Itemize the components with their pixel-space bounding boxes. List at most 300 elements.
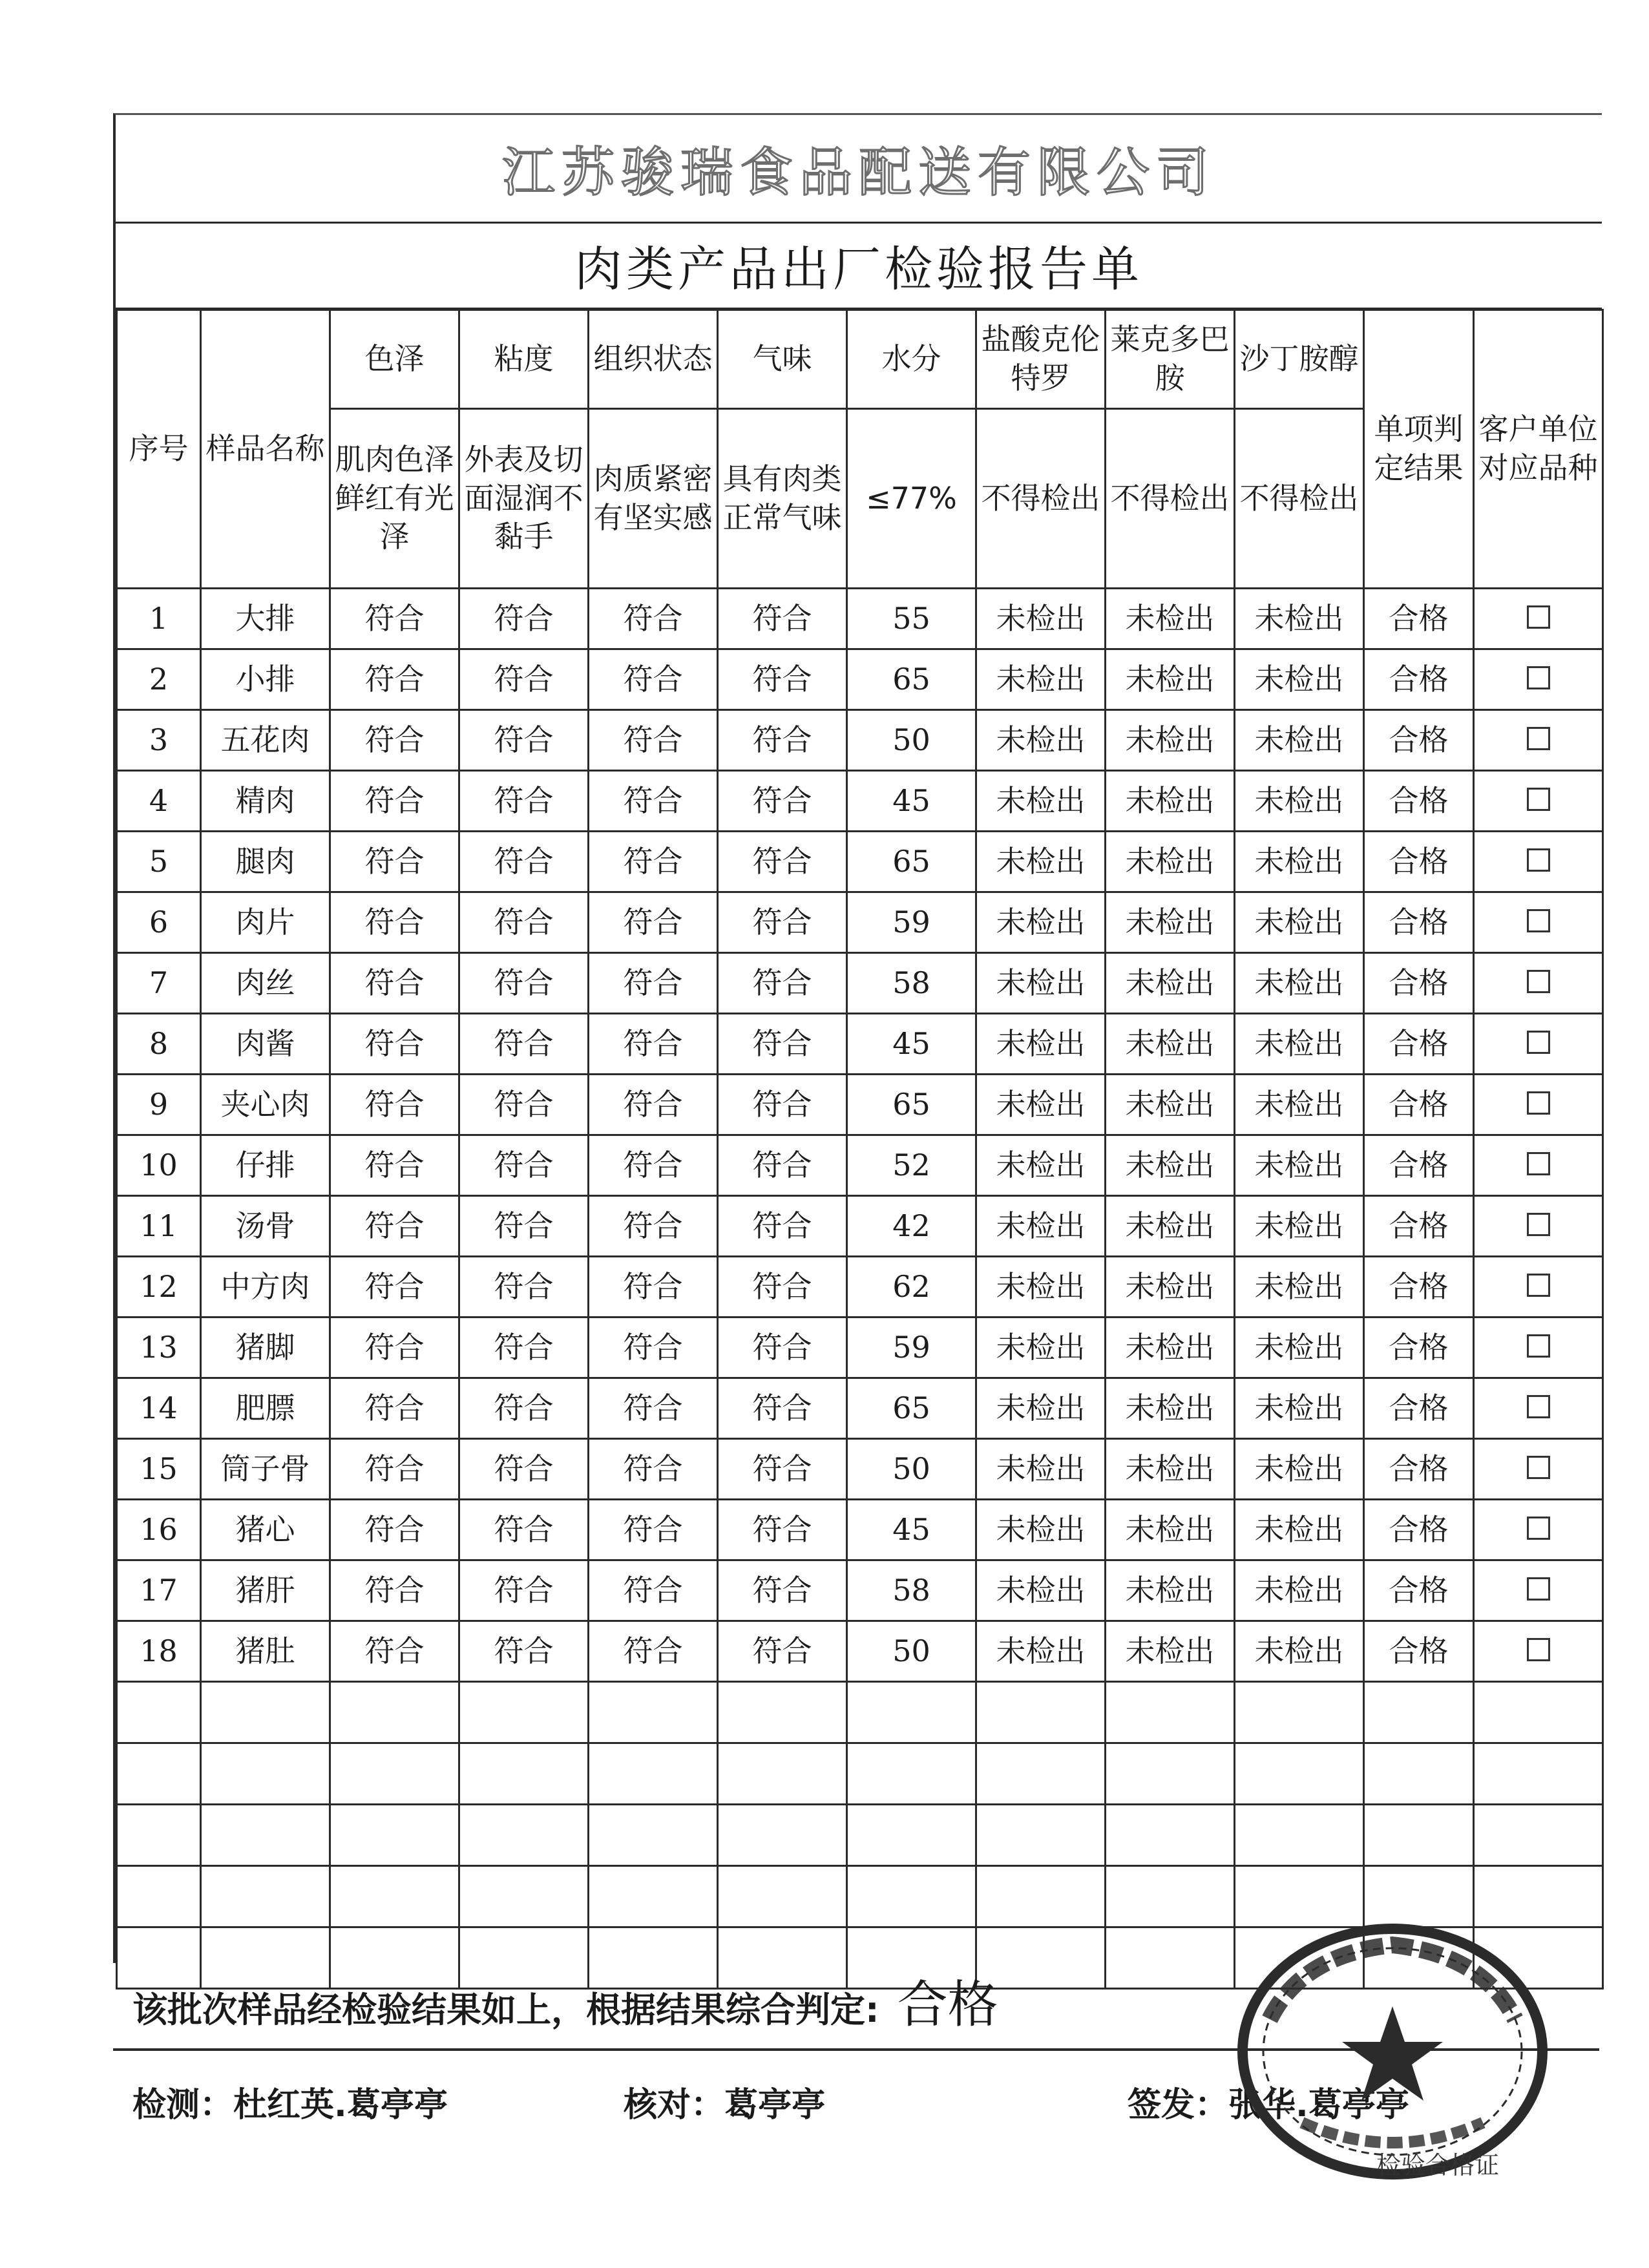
row-odor: 符合 — [718, 1135, 847, 1196]
row-customer-checkbox[interactable] — [1474, 1135, 1603, 1196]
table-row — [117, 710, 1603, 771]
row-texture: 符合 — [589, 771, 718, 832]
row-texture: 符合 — [589, 1075, 718, 1135]
checkbox-icon[interactable] — [1527, 727, 1550, 750]
row-moisture: 65 — [847, 832, 976, 892]
row-customer-checkbox[interactable] — [1474, 710, 1603, 771]
row-texture: 符合 — [589, 1621, 718, 1682]
col-seq-header: 序号 — [117, 310, 201, 589]
row-seq: 5 — [117, 832, 201, 892]
row-customer-checkbox[interactable] — [1474, 1075, 1603, 1135]
row-moisture: 45 — [847, 1500, 976, 1560]
row-odor: 符合 — [718, 649, 847, 710]
col-odor-header: 气味 — [718, 310, 847, 409]
row-name: 猪肝 — [201, 1560, 330, 1621]
row-customer-checkbox[interactable] — [1474, 649, 1603, 710]
row-moisture: 42 — [847, 1196, 976, 1257]
row-clenbuterol: 未检出 — [976, 1196, 1106, 1257]
row-stickiness: 符合 — [459, 953, 589, 1014]
row-clenbuterol: 未检出 — [976, 1439, 1106, 1500]
row-odor: 符合 — [718, 1500, 847, 1560]
row-seq: 18 — [117, 1621, 201, 1682]
row-name: 小排 — [201, 649, 330, 710]
row-color: 符合 — [330, 1257, 459, 1318]
row-moisture: 50 — [847, 710, 976, 771]
req-ractopamine: 不得检出 — [1106, 409, 1235, 589]
table-row — [117, 1014, 1603, 1075]
row-stickiness: 符合 — [459, 1500, 589, 1560]
checkbox-icon[interactable] — [1527, 1395, 1550, 1418]
table-row — [117, 1560, 1603, 1621]
row-stickiness: 符合 — [459, 1318, 589, 1378]
empty-cell — [330, 1805, 459, 1866]
row-ractopamine: 未检出 — [1106, 1075, 1235, 1135]
row-ractopamine: 未检出 — [1106, 1378, 1235, 1439]
col-color-header: 色泽 — [330, 310, 459, 409]
row-seq: 2 — [117, 649, 201, 710]
empty-cell — [459, 1743, 589, 1805]
row-color: 符合 — [330, 649, 459, 710]
row-texture: 符合 — [589, 1500, 718, 1560]
company-name: 江苏骏瑞食品配送有限公司 — [116, 115, 1602, 224]
empty-cell — [589, 1682, 718, 1743]
col-verdict-header: 单项判定结果 — [1364, 310, 1474, 589]
empty-cell — [718, 1866, 847, 1927]
table-row — [117, 1318, 1603, 1378]
row-salbutamol: 未检出 — [1235, 1560, 1364, 1621]
col-ractopamine-header: 莱克多巴胺 — [1106, 310, 1235, 409]
row-color: 符合 — [330, 1560, 459, 1621]
table-row — [117, 771, 1603, 832]
empty-cell — [201, 1682, 330, 1743]
row-customer-checkbox[interactable] — [1474, 1439, 1603, 1500]
row-clenbuterol: 未检出 — [976, 1621, 1106, 1682]
empty-cell — [1474, 1805, 1603, 1866]
row-ractopamine: 未检出 — [1106, 771, 1235, 832]
row-texture: 符合 — [589, 892, 718, 953]
row-clenbuterol: 未检出 — [976, 1560, 1106, 1621]
row-moisture: 65 — [847, 649, 976, 710]
table-row — [117, 1135, 1603, 1196]
row-name: 肉丝 — [201, 953, 330, 1014]
row-customer-checkbox[interactable] — [1474, 1378, 1603, 1439]
col-customer-header: 客户单位对应品种 — [1474, 310, 1603, 589]
row-clenbuterol: 未检出 — [976, 953, 1106, 1014]
row-clenbuterol: 未检出 — [976, 589, 1106, 649]
row-salbutamol: 未检出 — [1235, 1257, 1364, 1318]
empty-cell — [976, 1682, 1106, 1743]
row-customer-checkbox[interactable] — [1474, 1318, 1603, 1378]
header-row — [117, 310, 1603, 409]
empty-cell — [589, 1743, 718, 1805]
row-moisture: 65 — [847, 1075, 976, 1135]
row-salbutamol: 未检出 — [1235, 1378, 1364, 1439]
empty-cell — [847, 1805, 976, 1866]
row-customer-checkbox[interactable] — [1474, 1560, 1603, 1621]
table-row — [117, 1621, 1603, 1682]
row-salbutamol: 未检出 — [1235, 1075, 1364, 1135]
empty-cell — [847, 1682, 976, 1743]
row-stickiness: 符合 — [459, 589, 589, 649]
row-odor: 符合 — [718, 1318, 847, 1378]
checkbox-icon[interactable] — [1527, 1213, 1550, 1236]
row-stickiness: 符合 — [459, 1135, 589, 1196]
req-odor: 具有肉类正常气味 — [718, 409, 847, 589]
row-odor: 符合 — [718, 1378, 847, 1439]
row-name: 猪脚 — [201, 1318, 330, 1378]
row-texture: 符合 — [589, 953, 718, 1014]
row-customer-checkbox[interactable] — [1474, 771, 1603, 832]
empty-cell — [1106, 1927, 1235, 1989]
row-name: 腿肉 — [201, 832, 330, 892]
row-customer-checkbox[interactable] — [1474, 589, 1603, 649]
row-verdict: 合格 — [1364, 953, 1474, 1014]
req-color: 肌肉色泽鲜红有光泽 — [330, 409, 459, 589]
row-customer-checkbox[interactable] — [1474, 892, 1603, 953]
table-row — [117, 832, 1603, 892]
empty-cell — [1364, 1743, 1474, 1805]
row-salbutamol: 未检出 — [1235, 953, 1364, 1014]
row-salbutamol: 未检出 — [1235, 832, 1364, 892]
row-texture: 符合 — [589, 589, 718, 649]
row-stickiness: 符合 — [459, 1196, 589, 1257]
row-seq: 4 — [117, 771, 201, 832]
row-seq: 14 — [117, 1378, 201, 1439]
inspection-table — [116, 309, 1604, 1990]
empty-cell — [589, 1866, 718, 1927]
row-verdict: 合格 — [1364, 1500, 1474, 1560]
checkbox-icon[interactable] — [1527, 1091, 1550, 1115]
row-odor: 符合 — [718, 1196, 847, 1257]
report-title: 肉类产品出厂检验报告单 — [116, 224, 1602, 310]
row-seq: 9 — [117, 1075, 201, 1135]
row-ractopamine: 未检出 — [1106, 1257, 1235, 1318]
row-name: 汤骨 — [201, 1196, 330, 1257]
row-moisture: 58 — [847, 1560, 976, 1621]
row-seq: 13 — [117, 1318, 201, 1378]
table-row — [117, 892, 1603, 953]
row-seq: 1 — [117, 589, 201, 649]
row-color: 符合 — [330, 1318, 459, 1378]
empty-row — [117, 1682, 1603, 1743]
empty-cell — [976, 1866, 1106, 1927]
row-ractopamine: 未检出 — [1106, 1196, 1235, 1257]
report-sheet — [113, 113, 1602, 1963]
table-row — [117, 1378, 1603, 1439]
reviewer-signature: 核对：葛亭亭 — [624, 2086, 826, 2125]
table-row — [117, 953, 1603, 1014]
row-moisture: 59 — [847, 892, 976, 953]
row-seq: 3 — [117, 710, 201, 771]
checkbox-icon[interactable] — [1527, 1152, 1550, 1175]
row-texture: 符合 — [589, 710, 718, 771]
row-seq: 6 — [117, 892, 201, 953]
row-customer-checkbox[interactable] — [1474, 1014, 1603, 1075]
empty-cell — [117, 1743, 201, 1805]
checkbox-icon[interactable] — [1527, 1517, 1550, 1540]
stamp-caption: 检验合格证 — [1376, 2151, 1500, 2179]
row-odor: 符合 — [718, 1014, 847, 1075]
row-color: 符合 — [330, 589, 459, 649]
empty-cell — [847, 1866, 976, 1927]
row-ractopamine: 未检出 — [1106, 1439, 1235, 1500]
row-odor: 符合 — [718, 1621, 847, 1682]
row-odor: 符合 — [718, 710, 847, 771]
row-ractopamine: 未检出 — [1106, 1318, 1235, 1378]
row-texture: 符合 — [589, 1439, 718, 1500]
req-clenbuterol: 不得检出 — [976, 409, 1106, 589]
row-customer-checkbox[interactable] — [1474, 1621, 1603, 1682]
empty-cell — [330, 1743, 459, 1805]
empty-cell — [1474, 1743, 1603, 1805]
row-salbutamol: 未检出 — [1235, 1439, 1364, 1500]
empty-cell — [1235, 1805, 1364, 1866]
empty-cell — [201, 1805, 330, 1866]
row-verdict: 合格 — [1364, 649, 1474, 710]
row-stickiness: 符合 — [459, 1621, 589, 1682]
row-color: 符合 — [330, 1075, 459, 1135]
row-color: 符合 — [330, 832, 459, 892]
empty-cell — [1474, 1682, 1603, 1743]
row-seq: 10 — [117, 1135, 201, 1196]
col-moisture-header: 水分 — [847, 310, 976, 409]
row-name: 筒子骨 — [201, 1439, 330, 1500]
empty-cell — [201, 1866, 330, 1927]
req-texture: 肉质紧密有坚实感 — [589, 409, 718, 589]
row-verdict: 合格 — [1364, 1196, 1474, 1257]
checkbox-icon[interactable] — [1527, 666, 1550, 689]
row-ractopamine: 未检出 — [1106, 892, 1235, 953]
row-customer-checkbox[interactable] — [1474, 832, 1603, 892]
row-verdict: 合格 — [1364, 1439, 1474, 1500]
row-ractopamine: 未检出 — [1106, 589, 1235, 649]
row-moisture: 52 — [847, 1135, 976, 1196]
row-stickiness: 符合 — [459, 1378, 589, 1439]
row-ractopamine: 未检出 — [1106, 1500, 1235, 1560]
req-stickiness: 外表及切面湿润不黏手 — [459, 409, 589, 589]
row-verdict: 合格 — [1364, 1378, 1474, 1439]
row-clenbuterol: 未检出 — [976, 892, 1106, 953]
row-customer-checkbox[interactable] — [1474, 1257, 1603, 1318]
row-verdict: 合格 — [1364, 1075, 1474, 1135]
row-name: 大排 — [201, 589, 330, 649]
row-color: 符合 — [330, 710, 459, 771]
checkbox-icon[interactable] — [1527, 909, 1550, 932]
row-clenbuterol: 未检出 — [976, 710, 1106, 771]
empty-cell — [330, 1682, 459, 1743]
row-seq: 15 — [117, 1439, 201, 1500]
row-clenbuterol: 未检出 — [976, 1378, 1106, 1439]
empty-cell — [976, 1743, 1106, 1805]
row-color: 符合 — [330, 1621, 459, 1682]
row-color: 符合 — [330, 1378, 459, 1439]
row-color: 符合 — [330, 1439, 459, 1500]
empty-cell — [1235, 1682, 1364, 1743]
empty-cell — [976, 1805, 1106, 1866]
empty-cell — [1235, 1743, 1364, 1805]
row-salbutamol: 未检出 — [1235, 1318, 1364, 1378]
row-ractopamine: 未检出 — [1106, 1135, 1235, 1196]
row-customer-checkbox[interactable] — [1474, 1196, 1603, 1257]
row-stickiness: 符合 — [459, 1439, 589, 1500]
row-texture: 符合 — [589, 649, 718, 710]
row-color: 符合 — [330, 892, 459, 953]
row-salbutamol: 未检出 — [1235, 771, 1364, 832]
req-salbutamol: 不得检出 — [1235, 409, 1364, 589]
row-seq: 7 — [117, 953, 201, 1014]
row-odor: 符合 — [718, 1560, 847, 1621]
empty-cell — [459, 1866, 589, 1927]
row-moisture: 50 — [847, 1439, 976, 1500]
empty-cell — [117, 1866, 201, 1927]
row-color: 符合 — [330, 1196, 459, 1257]
row-name: 中方肉 — [201, 1257, 330, 1318]
row-customer-checkbox[interactable] — [1474, 1500, 1603, 1560]
row-name: 肥膘 — [201, 1378, 330, 1439]
row-stickiness: 符合 — [459, 1560, 589, 1621]
empty-cell — [459, 1805, 589, 1866]
checkbox-icon[interactable] — [1527, 1456, 1550, 1479]
empty-row — [117, 1743, 1603, 1805]
row-verdict: 合格 — [1364, 892, 1474, 953]
row-salbutamol: 未检出 — [1235, 710, 1364, 771]
row-color: 符合 — [330, 1135, 459, 1196]
row-ractopamine: 未检出 — [1106, 710, 1235, 771]
row-verdict: 合格 — [1364, 1014, 1474, 1075]
row-salbutamol: 未检出 — [1235, 892, 1364, 953]
row-clenbuterol: 未检出 — [976, 1075, 1106, 1135]
row-verdict: 合格 — [1364, 1135, 1474, 1196]
row-clenbuterol: 未检出 — [976, 1135, 1106, 1196]
row-name: 精肉 — [201, 771, 330, 832]
table-row — [117, 1257, 1603, 1318]
row-odor: 符合 — [718, 892, 847, 953]
row-ractopamine: 未检出 — [1106, 1560, 1235, 1621]
col-texture-header: 组织状态 — [589, 310, 718, 409]
row-color: 符合 — [330, 1500, 459, 1560]
row-odor: 符合 — [718, 1075, 847, 1135]
empty-cell — [718, 1743, 847, 1805]
row-stickiness: 符合 — [459, 649, 589, 710]
row-seq: 17 — [117, 1560, 201, 1621]
empty-cell — [1106, 1866, 1235, 1927]
row-moisture: 65 — [847, 1378, 976, 1439]
row-color: 符合 — [330, 953, 459, 1014]
col-name-header: 样品名称 — [201, 310, 330, 589]
row-verdict: 合格 — [1364, 1318, 1474, 1378]
table-row — [117, 1075, 1603, 1135]
row-stickiness: 符合 — [459, 892, 589, 953]
row-verdict: 合格 — [1364, 1257, 1474, 1318]
row-color: 符合 — [330, 771, 459, 832]
empty-cell — [117, 1805, 201, 1866]
checkbox-icon[interactable] — [1527, 1031, 1550, 1054]
checkbox-icon[interactable] — [1527, 788, 1550, 811]
checkbox-icon[interactable] — [1527, 1638, 1550, 1661]
row-verdict: 合格 — [1364, 589, 1474, 649]
row-stickiness: 符合 — [459, 1075, 589, 1135]
table-row — [117, 1439, 1603, 1500]
row-seq: 12 — [117, 1257, 201, 1318]
row-salbutamol: 未检出 — [1235, 1135, 1364, 1196]
row-odor: 符合 — [718, 832, 847, 892]
row-ractopamine: 未检出 — [1106, 832, 1235, 892]
row-texture: 符合 — [589, 1135, 718, 1196]
inspector-signature: 检测：杜红英.葛亭亭 — [132, 2086, 448, 2125]
row-stickiness: 符合 — [459, 710, 589, 771]
row-odor: 符合 — [718, 1439, 847, 1500]
row-verdict: 合格 — [1364, 710, 1474, 771]
table-row — [117, 1196, 1603, 1257]
row-name: 五花肉 — [201, 710, 330, 771]
row-odor: 符合 — [718, 953, 847, 1014]
row-ractopamine: 未检出 — [1106, 649, 1235, 710]
row-seq: 11 — [117, 1196, 201, 1257]
row-clenbuterol: 未检出 — [976, 1014, 1106, 1075]
row-salbutamol: 未检出 — [1235, 1500, 1364, 1560]
row-clenbuterol: 未检出 — [976, 832, 1106, 892]
row-verdict: 合格 — [1364, 771, 1474, 832]
row-moisture: 45 — [847, 1014, 976, 1075]
empty-cell — [1106, 1682, 1235, 1743]
row-ractopamine: 未检出 — [1106, 1014, 1235, 1075]
row-name: 猪肚 — [201, 1621, 330, 1682]
checkbox-icon[interactable] — [1527, 1334, 1550, 1358]
col-clenbuterol-header: 盐酸克伦特罗 — [976, 310, 1106, 409]
req-moisture: ≤77% — [847, 409, 976, 589]
row-customer-checkbox[interactable] — [1474, 953, 1603, 1014]
empty-cell — [117, 1682, 201, 1743]
row-texture: 符合 — [589, 1560, 718, 1621]
row-texture: 符合 — [589, 832, 718, 892]
row-odor: 符合 — [718, 1257, 847, 1318]
empty-cell — [1364, 1805, 1474, 1866]
row-verdict: 合格 — [1364, 1621, 1474, 1682]
col-stickiness-header: 粘度 — [459, 310, 589, 409]
row-texture: 符合 — [589, 1014, 718, 1075]
row-stickiness: 符合 — [459, 1014, 589, 1075]
checkbox-icon[interactable] — [1527, 1274, 1550, 1297]
col-salbutamol-header: 沙丁胺醇 — [1235, 310, 1364, 409]
row-name: 猪心 — [201, 1500, 330, 1560]
row-color: 符合 — [330, 1014, 459, 1075]
checkbox-icon[interactable] — [1527, 605, 1550, 629]
table-row — [117, 649, 1603, 710]
row-salbutamol: 未检出 — [1235, 1196, 1364, 1257]
row-name: 仔排 — [201, 1135, 330, 1196]
empty-cell — [330, 1866, 459, 1927]
checkbox-icon[interactable] — [1527, 848, 1550, 872]
empty-cell — [459, 1682, 589, 1743]
row-ractopamine: 未检出 — [1106, 1621, 1235, 1682]
row-stickiness: 符合 — [459, 832, 589, 892]
checkbox-icon[interactable] — [1527, 1577, 1550, 1601]
issuer-signature: 签发：张华.葛亭亭 — [1128, 2086, 1409, 2125]
row-clenbuterol: 未检出 — [976, 1500, 1106, 1560]
row-stickiness: 符合 — [459, 771, 589, 832]
empty-row — [117, 1805, 1603, 1866]
row-ractopamine: 未检出 — [1106, 953, 1235, 1014]
row-odor: 符合 — [718, 589, 847, 649]
empty-cell — [589, 1805, 718, 1866]
empty-cell — [718, 1682, 847, 1743]
checkbox-icon[interactable] — [1527, 970, 1550, 993]
table-row — [117, 589, 1603, 649]
row-clenbuterol: 未检出 — [976, 771, 1106, 832]
row-odor: 符合 — [718, 771, 847, 832]
empty-cell — [1364, 1682, 1474, 1743]
row-verdict: 合格 — [1364, 832, 1474, 892]
